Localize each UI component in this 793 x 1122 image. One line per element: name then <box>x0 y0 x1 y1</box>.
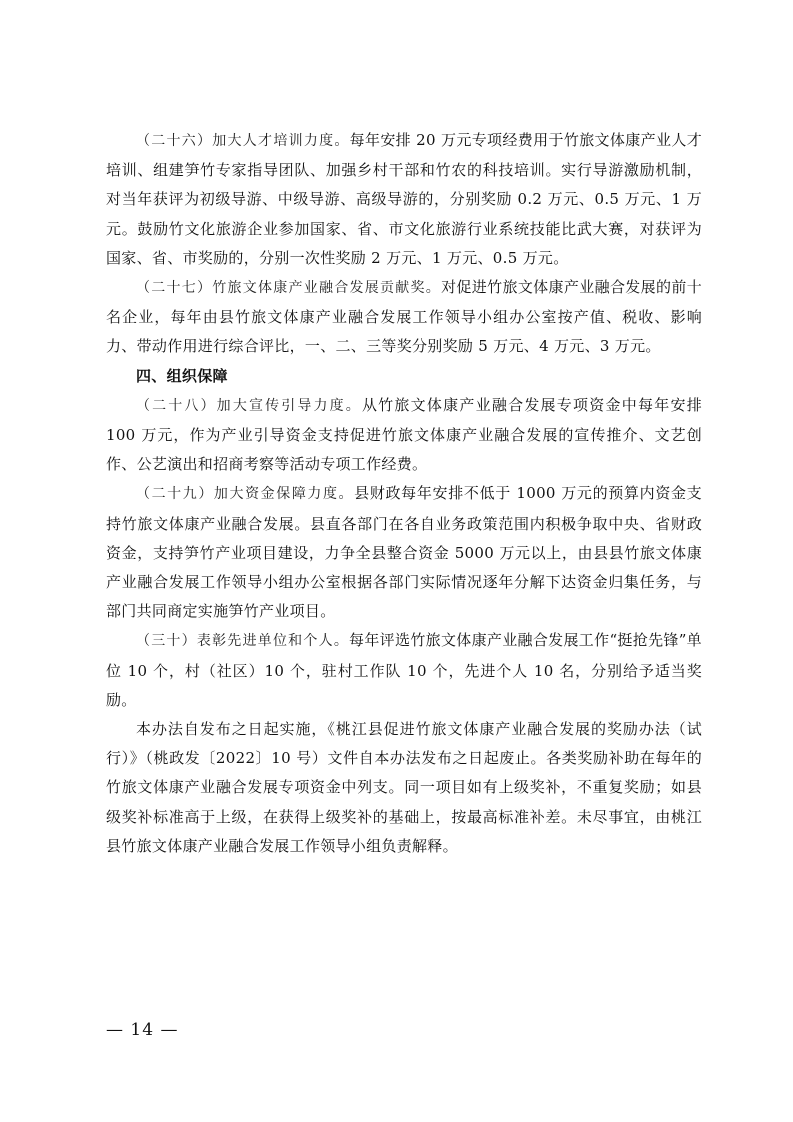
paragraph-30-label: （三十）表彰先进单位和个人。 <box>136 633 350 650</box>
paragraph-29 <box>106 479 702 626</box>
paragraph-30-body: 每年评选竹旅文体康产业融合发展工作“挺抢先锋”单位 10 个，村（社区）10 个，驻村工作队 10 个，先进个人 10 名，分别给予适当奖励。 <box>106 631 702 709</box>
paragraph-28-body: 从竹旅文体康产业融合发展专项资金中每年安排 100 万元，作为产业引导资金支持促进竹旅文体康产业融合发展的宣传推介、文艺创作、公艺演出和招商考察等活动专项工作经费。 <box>106 395 702 474</box>
closing-paragraph: 本办法自发布之日起实施，《桃江县促进竹旅文体康产业融合发展的奖励办法（试行）》（桃政发〔2022〕10 号）文件自本办法发布之日起废止。各类奖励补助在每年的竹旅文体康产业融合发展专项资金中列支。同一项目如有上级奖补，不重复奖励；如县级奖补标准高于上级，在获得上级奖补的基础上，按最高标准补差。未尽事宜，由桃江县竹旅文体康产业融合发展工作领导小组负责解释。 <box>106 720 702 855</box>
paragraph-26-body: 每年安排 20 万元专项经费用于竹旅文体康产业人才培训、组建笋竹专家指导团队、加强乡村干部和竹农的科技培训。实行导游激励机制，对当年获评为初级导游、中级导游、高级导游的，分别奖励 0.2 万元、0.5 万元、1 万元。鼓励竹文化旅游企业参加国家、省、市文化旅游行业系统技能比武大赛，对获评为国家、省、市奖励的，分别一次性奖励 2 万元、1 万元、0.5 万元。 <box>106 131 702 267</box>
paragraph-26 <box>106 126 702 273</box>
page-number: — 14 — <box>106 1020 179 1040</box>
paragraph-27-body: 对促进竹旅文体康产业融合发展的前十名企业，每年由县竹旅文体康产业融合发展工作领导小组办公室按产值、税收、影响力、带动作用进行综合评比，一、二、三等奖分别奖励 5 万元、4 万元、3 万元。 <box>106 278 703 356</box>
document-body <box>106 126 702 861</box>
paragraph-27 <box>106 273 702 362</box>
paragraph-29-body: 县财政每年安排不低于 1000 万元的预算内资金支持竹旅文体康产业融合发展。县直各部门在各自业务政策范围内积极争取中央、省财政资金，支持笋竹产业项目建设，力争全县整合资金 5000 万元以上，由县县竹旅文体康产业融合发展工作领导小组办公室根据各部门实际情况逐年分解下达资金归集任务，与部门共同商定实施笋竹产业项目。 <box>106 484 702 621</box>
paragraph-26-label: （二十六）加大人才培训力度。 <box>136 133 350 149</box>
paragraph-27-label: （二十七）竹旅文体康产业融合发展贡献奖。 <box>136 280 442 297</box>
paragraph-28-label: （二十八）加大宣传引导力度。 <box>136 397 362 414</box>
paragraph-28 <box>106 391 702 480</box>
paragraph-30 <box>106 626 702 715</box>
paragraph-29-label: （二十九）加大资金保障力度。 <box>136 486 355 503</box>
section-heading-4: 四、组织保障 <box>136 366 228 385</box>
